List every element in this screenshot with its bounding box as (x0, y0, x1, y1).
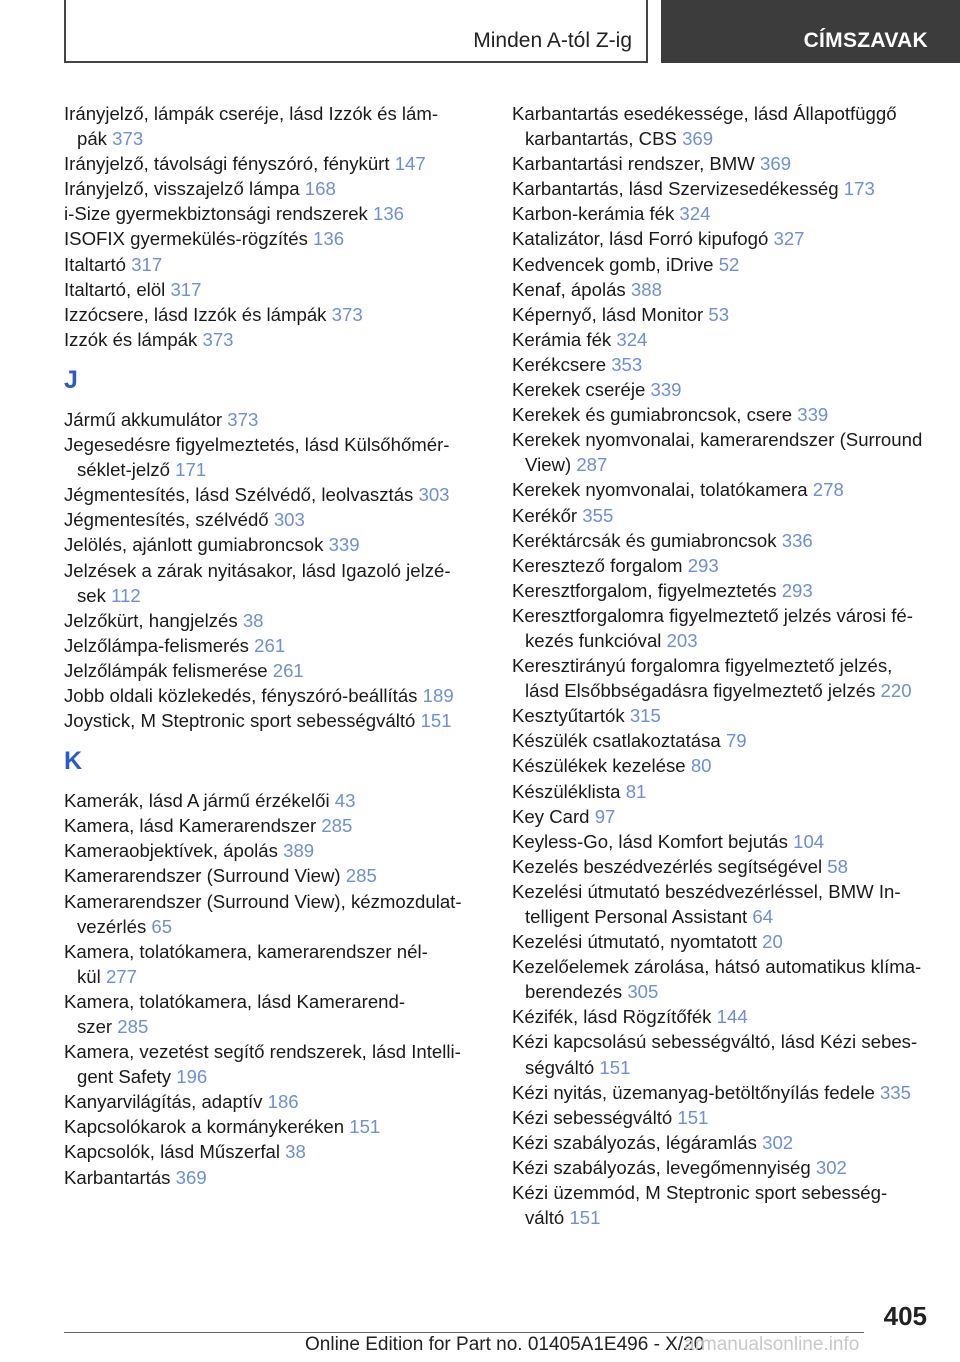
index-entry (64, 101, 484, 151)
index-page-link[interactable]: 388 (630, 278, 662, 300)
index-entry-text: Jégmentesítés, lásd Szélvédő, leolvasztás (64, 484, 419, 506)
index-entry (64, 407, 484, 432)
footer-divider (64, 1332, 864, 1333)
index-entry-text: Jelzőkürt, hangjelzés (64, 609, 243, 631)
index-entry (512, 929, 952, 954)
index-page-link[interactable]: 373 (227, 408, 259, 430)
index-letter-heading: J (64, 365, 78, 394)
index-entry-text: Kamera, tolatókamera, kamerarendszer nél- (64, 940, 428, 962)
index-entry (64, 813, 484, 838)
index-entry (512, 1130, 952, 1155)
index-page-link[interactable]: 324 (616, 328, 648, 350)
index-page-link[interactable]: 303 (418, 484, 450, 506)
index-entry-text: Kerékőr (512, 504, 583, 526)
index-entry-text: ISOFIX gyermekülés-rögzítés (64, 228, 314, 250)
index-entry (64, 989, 484, 1039)
index-page-link[interactable]: 168 (304, 178, 336, 200)
index-entry-text: Kenaf, ápolás (512, 278, 631, 300)
index-entry (512, 327, 952, 352)
index-entry-text: Kapcsolók, lásd Műszerfal (64, 1141, 286, 1163)
index-page-link[interactable]: 336 (781, 529, 813, 551)
index-entry-text: Irányjelző, távolsági fényszóró, fénykürt (64, 153, 395, 175)
index-page-link[interactable]: 151 (420, 710, 452, 732)
index-entry (512, 427, 952, 477)
index-entry-text: Jegesedésre figyelmeztetés, lásd Külsőhőmér- (64, 434, 450, 456)
index-entry (64, 633, 484, 658)
tab-keywords[interactable] (661, 0, 960, 63)
footer-edition: Online Edition for Part no. 01405A1E496 - X/20 (305, 1334, 705, 1355)
index-page-link[interactable]: 285 (321, 815, 353, 837)
index-entry-text: Készüléklista (512, 780, 626, 802)
index-entry-text: Kamera, lásd Kamerarendszer (64, 815, 322, 837)
index-entry-text: váltó (525, 1207, 570, 1229)
index-entry (512, 653, 952, 703)
index-entry-text: Kedvencek gomb, iDrive (512, 253, 719, 275)
index-entry-text: berendezés (525, 981, 628, 1003)
index-page-link[interactable]: 64 (752, 906, 774, 927)
index-entry-text: Irányjelző, visszajelző lámpa (64, 178, 305, 200)
index-entry-text: Kerekek nyomvonalai, kamerarendszer (Surround (512, 429, 923, 451)
index-entry (512, 1080, 952, 1105)
index-page-link[interactable]: 277 (105, 965, 137, 987)
index-page-link[interactable]: 81 (625, 780, 647, 802)
index-entry (512, 854, 952, 879)
index-page-link[interactable]: 302 (815, 1156, 847, 1178)
index-entry-text: Kézi üzemmód, M Steptronic sport sebesség- (512, 1182, 888, 1204)
index-page-link[interactable]: 58 (827, 855, 848, 877)
index-entry (512, 603, 952, 653)
index-page-link[interactable]: 189 (422, 684, 454, 706)
index-entry-text: Kezelőelemek zárolása, hátsó automatikus klíma- (512, 956, 922, 978)
index-page-link[interactable]: 285 (345, 865, 377, 887)
index-page-link[interactable]: 151 (349, 1116, 381, 1138)
index-page-link[interactable]: 112 (111, 584, 141, 606)
index-entry (64, 939, 484, 989)
index-entry (512, 377, 952, 402)
index-entry-text: Képernyő, lásd Monitor (512, 303, 709, 325)
index-page-link[interactable]: 339 (328, 534, 360, 556)
index-page-link[interactable]: 144 (716, 1006, 748, 1028)
index-entry-text: Kezelési útmutató, nyomtatott (512, 931, 763, 953)
tab-index-a-z[interactable] (64, 0, 648, 63)
index-entry (512, 1029, 952, 1079)
index-page-link[interactable]: 317 (170, 278, 202, 300)
index-entry (512, 477, 952, 502)
index-entry (64, 1165, 484, 1190)
index-entry (64, 482, 484, 507)
index-entry-text: Karbon-kerámia fék (512, 203, 680, 225)
index-page-link[interactable]: 173 (843, 178, 875, 200)
index-page-link[interactable]: 353 (611, 353, 643, 375)
index-entry-text: Kézifék, lásd Rögzítőfék (512, 1006, 717, 1028)
index-entry-text: Kézi szabályozás, légáramlás (512, 1131, 763, 1153)
index-entry-text: ségváltó (525, 1056, 600, 1078)
index-entry-text: pák (77, 128, 113, 150)
index-entry (64, 327, 484, 352)
index-entry-text: Készülék csatlakoztatása (512, 730, 726, 752)
index-entry (512, 302, 952, 327)
index-entry (64, 558, 484, 608)
index-entry-text: Kapcsolókarok a kormánykeréken (64, 1116, 350, 1138)
index-page-link[interactable]: 293 (781, 579, 813, 601)
index-entry (512, 879, 952, 929)
index-entry-text: Kézi sebességváltó (512, 1106, 678, 1128)
index-entry (64, 176, 484, 201)
index-entry-text: Jobb oldali közlekedés, fényszóró-beállítás (64, 684, 423, 706)
index-page-link[interactable]: 147 (394, 153, 426, 175)
index-entry (512, 1004, 952, 1029)
index-entry (64, 151, 484, 176)
index-entry (64, 1139, 484, 1164)
index-page-link[interactable]: 369 (175, 1166, 207, 1188)
index-entry (512, 226, 952, 251)
index-entry-text: Keresztforgalomra figyelmeztető jelzés városi fé- (512, 604, 913, 626)
index-page-link[interactable]: 151 (677, 1106, 709, 1128)
index-entry (64, 608, 484, 633)
index-entry-text: View) (525, 454, 577, 476)
index-entry (512, 176, 952, 201)
index-entry-text: Katalizátor, lásd Forró kipufogó (512, 228, 774, 250)
index-entry-text: Kerekek nyomvonalai, tolatókamera (512, 479, 813, 501)
index-page-link[interactable]: 369 (682, 128, 714, 150)
index-entry-text: Key Card (512, 805, 595, 827)
page-number: 405 (883, 1301, 927, 1331)
index-entry (512, 528, 952, 553)
index-entry (64, 708, 484, 733)
index-entry (512, 201, 952, 226)
index-entry-text: Készülékek kezelése (512, 755, 691, 777)
index-page-link[interactable]: 20 (762, 931, 783, 953)
index-entry (64, 889, 484, 939)
index-page-link[interactable]: 52 (718, 253, 740, 275)
index-entry (512, 1180, 952, 1230)
index-entry (64, 1039, 484, 1089)
index-entry-text: Kezelés beszédvezérlés segítségével (512, 855, 828, 877)
index-entry-text: Kezelési útmutató beszédvezérléssel, BMW In- (512, 880, 901, 902)
index-entry-text: Keréktárcsák és gumiabroncsok (512, 529, 782, 551)
index-entry-text: gent Safety (77, 1066, 177, 1088)
index-column-right (512, 101, 952, 1230)
index-entry (512, 703, 952, 728)
index-entry (64, 302, 484, 327)
index-page-link[interactable]: 65 (151, 915, 173, 937)
index-entry-text: Kerékcsere (512, 353, 612, 375)
index-entry-text: Jelzőlámpa-felismerés (64, 634, 255, 656)
index-entry-text: Jégmentesítés, szélvédő (64, 509, 274, 531)
index-entry-text: Jelölés, ajánlott gumiabroncsok (64, 534, 329, 556)
index-entry-text: Jelzések a zárak nyitásakor, lásd Igazoló jelzé- (64, 559, 451, 581)
index-entry-text: Izzócsere, lásd Izzók és lámpák (64, 303, 332, 325)
index-page-link[interactable]: 220 (880, 680, 912, 702)
index-page-link[interactable]: 53 (708, 303, 730, 325)
index-entry (512, 1105, 952, 1130)
index-entry-text: Kanyarvilágítás, adaptív (64, 1091, 268, 1113)
index-page-link[interactable]: 285 (117, 1016, 149, 1037)
index-page-link[interactable]: 373 (112, 128, 144, 150)
index-entry-text: Keresztirányú forgalomra figyelmeztető jelzés, (512, 655, 893, 677)
index-entry-text: lásd Elsőbbségadásra figyelmeztető jelzés (525, 680, 881, 702)
index-entry (512, 779, 952, 804)
index-page-link[interactable]: 302 (762, 1131, 794, 1153)
index-entry (512, 954, 952, 1004)
index-entry-text: Keresztforgalom, figyelmeztetés (512, 579, 782, 601)
index-entry (512, 829, 952, 854)
index-entry (64, 1089, 484, 1114)
index-page-link[interactable]: 293 (687, 554, 719, 576)
footer-watermark: armanualsonline.info (684, 1334, 860, 1355)
index-entry (64, 788, 484, 813)
index-entry (64, 277, 484, 302)
tab-keywords-label: CÍMSZAVAK (803, 29, 928, 52)
index-page-link[interactable]: 373 (202, 328, 234, 350)
index-entry (512, 277, 952, 302)
index-entry-text: Joystick, M Steptronic sport sebességváltó (64, 710, 421, 732)
index-entry (512, 1155, 952, 1180)
index-entry-text: karbantartás, CBS (525, 128, 683, 150)
index-entry-text: Kerekek és gumiabroncsok, csere (512, 404, 798, 426)
index-entry (512, 553, 952, 578)
page-header (0, 0, 960, 66)
index-entry (64, 658, 484, 683)
index-entry (512, 402, 952, 427)
index-entry-text: kül (77, 965, 106, 987)
index-entry-text: Jelzőlámpák felismerése (64, 659, 273, 681)
index-entry-text: sek (77, 584, 112, 606)
tab-index-label: Minden A-tól Z-ig (473, 29, 632, 52)
index-entry-text: i-Size gyermekbiztonsági rendszerek (64, 203, 373, 225)
index-entry-text: telligent Personal Assistant (525, 906, 753, 927)
index-entry (512, 753, 952, 778)
index-entry-text: Kamerarendszer (Surround View) (64, 865, 346, 887)
index-page-link[interactable]: 303 (273, 509, 305, 531)
index-page-link[interactable]: 287 (576, 454, 608, 476)
index-entry-text: Kesztyűtartók (512, 705, 630, 727)
index-page-link[interactable]: 373 (331, 303, 363, 325)
index-page-link[interactable]: 278 (812, 479, 844, 501)
index-page-link[interactable]: 335 (879, 1081, 911, 1103)
index-entry (64, 507, 484, 532)
index-entry (64, 863, 484, 888)
index-page-link[interactable]: 389 (283, 840, 315, 862)
index-entry-text: Izzók és lámpák (64, 328, 203, 350)
index-entry-text: Kameraobjektívek, ápolás (64, 840, 284, 862)
index-page-link[interactable]: 38 (285, 1141, 306, 1163)
index-entry-text: Kamerák, lásd A jármű érzékelői (64, 790, 335, 812)
index-entry-text: Keyless-Go, lásd Komfort bejutás (512, 830, 794, 852)
index-entry (64, 432, 484, 482)
index-page-link[interactable]: 136 (313, 228, 345, 250)
index-entry (512, 503, 952, 528)
index-entry (512, 728, 952, 753)
index-entry-text: Kamera, tolatókamera, lásd Kamerarend- (64, 990, 406, 1012)
index-page-link[interactable]: 324 (679, 203, 711, 225)
index-entry (64, 532, 484, 557)
index-entry-text: séklet-jelző (77, 459, 176, 481)
index-letter-heading: K (64, 747, 83, 776)
index-page-link[interactable]: 186 (267, 1091, 299, 1113)
index-entry-text: Kamerarendszer (Surround View), kézmozdulat- (64, 890, 462, 912)
index-page-link[interactable]: 151 (599, 1056, 631, 1078)
index-entry-text: Kézi kapcsolású sebességváltó, lásd Kézi sebes- (512, 1031, 918, 1053)
index-page-link[interactable]: 80 (690, 755, 712, 777)
index-entry-text: Karbantartás (64, 1166, 176, 1188)
index-entry-text: Karbantartási rendszer, BMW (512, 153, 761, 175)
index-page-link[interactable]: 38 (242, 609, 264, 631)
index-entry-text: Kamera, vezetést segítő rendszerek, lásd Intelli- (64, 1041, 461, 1063)
index-entry-text: Jármű akkumulátor (64, 408, 228, 430)
index-entry-text: Kerekek cseréje (512, 379, 651, 401)
index-entry (64, 838, 484, 863)
index-entry (512, 252, 952, 277)
index-page-link[interactable]: 261 (272, 659, 304, 681)
index-page-link[interactable]: 305 (627, 981, 659, 1003)
index-entry (64, 1114, 484, 1139)
index-entry (512, 151, 952, 176)
index-entry (512, 352, 952, 377)
index-page-link[interactable]: 315 (629, 705, 661, 727)
index-page-link[interactable]: 171 (175, 459, 207, 481)
index-page-link[interactable]: 104 (793, 830, 825, 852)
index-page-link[interactable]: 43 (334, 790, 356, 812)
index-page-link[interactable]: 196 (176, 1066, 208, 1088)
index-entry (512, 101, 952, 151)
index-entry-text: szer (77, 1016, 118, 1037)
index-entry (64, 252, 484, 277)
index-entry-text: Karbantartás esedékessége, lásd Állapotfüggő (512, 103, 897, 124)
index-page-link[interactable]: 203 (666, 629, 698, 651)
index-page-link[interactable]: 136 (373, 203, 405, 225)
index-entry-text: Italtartó (64, 253, 132, 275)
index-entry-text: Irányjelző, lámpák cseréje, lásd Izzók és lám- (64, 103, 439, 124)
index-entry (64, 226, 484, 251)
index-page-link[interactable]: 97 (594, 805, 616, 827)
index-entry-text: Kézi nyitás, üzemanyag-betöltőnyílás fedele (512, 1081, 880, 1103)
index-page-link[interactable]: 327 (773, 228, 805, 250)
index-page-link[interactable]: 339 (650, 379, 682, 401)
index-column-left (64, 101, 484, 1190)
index-page-link[interactable]: 355 (582, 504, 614, 526)
index-page-link[interactable]: 261 (254, 634, 286, 656)
index-page-link[interactable]: 151 (569, 1207, 601, 1229)
index-entry (64, 201, 484, 226)
index-entry (512, 804, 952, 829)
index-entry-text: kezés funkcióval (525, 629, 667, 651)
index-page-link[interactable]: 317 (131, 253, 163, 275)
index-page-link[interactable]: 369 (760, 153, 792, 175)
index-entry (512, 578, 952, 603)
index-entry-text: Karbantartás, lásd Szervizesedékesség (512, 178, 844, 200)
index-entry-text: Kerámia fék (512, 328, 617, 350)
index-page-link[interactable]: 339 (797, 404, 829, 426)
index-entry-text: Keresztező forgalom (512, 554, 688, 576)
index-entry-text: Kézi szabályozás, levegőmennyiség (512, 1156, 816, 1178)
index-page-link[interactable]: 79 (725, 730, 747, 752)
index-entry-text: Italtartó, elöl (64, 278, 171, 300)
index-entry-text: vezérlés (77, 915, 152, 937)
index-entry (64, 683, 484, 708)
